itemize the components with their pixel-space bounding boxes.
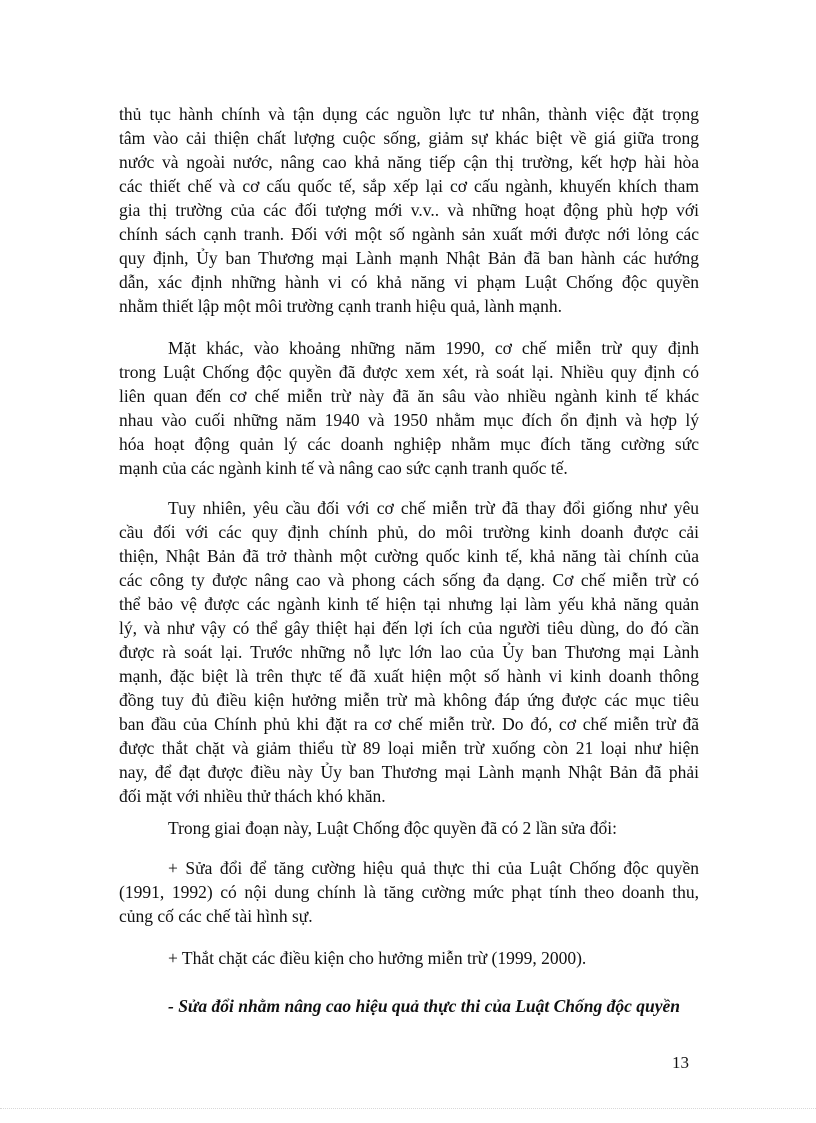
text-line: Mặt khác, vào khoảng những năm 1990, cơ chế miễn trừ quy định <box>168 338 699 358</box>
text-line: thiện, Nhật Bản đã trở thành một cường quốc kinh tế, khả năng tài chính của <box>119 546 699 566</box>
text-line: quy định, Ủy ban Thương mại Lành mạnh Nhật Bản đã ban hành các hướng <box>119 248 699 268</box>
text-line: lý, và như vậy có thể gây thiệt hại đến lợi ích của người tiêu dùng, do đó cần <box>119 618 699 638</box>
text-line: các thiết chế và cơ cấu quốc tế, sắp xếp lại cơ cấu ngành, khuyến khích tham <box>119 176 699 196</box>
text-line: trong Luật Chống độc quyền đã được xem xét, rà soát lại. Nhiều quy định có <box>119 362 699 382</box>
text-line: liên quan đến cơ chế miễn trừ này đã ăn sâu vào nhiều ngành kinh tế khác <box>119 386 699 406</box>
page-number: 13 <box>672 1053 689 1072</box>
text-line: nay, để đạt được điều này Ủy ban Thương mại Lành mạnh Nhật Bản đã phải <box>119 762 699 782</box>
text-line: mạnh của các ngành kinh tế và nâng cao sức cạnh tranh quốc tế. <box>119 458 568 478</box>
text-line: + Thắt chặt các điều kiện cho hưởng miễn trừ (1999, 2000). <box>168 948 587 968</box>
text-line: tâm vào cải thiện chất lượng cuộc sống, giảm sự khác biệt về giá giữa trong <box>119 128 699 148</box>
text-line: thủ tục hành chính và tận dụng các nguồn lực tư nhân, thành việc đặt trọng <box>119 104 699 124</box>
text-line: dẫn, xác định những hành vi có khả năng vi phạm Luật Chống độc quyền <box>119 272 699 292</box>
text-line: củng cố các chế tài hình sự. <box>119 906 313 926</box>
text-line: được rà soát lại. Trước những nỗ lực lớn lao của Ủy ban Thương mại Lành <box>119 642 699 662</box>
section-heading: - Sửa đổi nhằm nâng cao hiệu quả thực thi của Luật Chống độc quyền <box>168 996 681 1016</box>
text-line: nhau vào cuối những năm 1940 và 1950 nhằm mục đích ổn định và hợp lý <box>119 410 699 430</box>
text-line: nhằm thiết lập một môi trường cạnh tranh hiệu quả, lành mạnh. <box>119 296 563 316</box>
text-line: (1991, 1992) có nội dung chính là tăng cường mức phạt tính theo doanh thu, <box>119 882 699 902</box>
text-line: Trong giai đoạn này, Luật Chống độc quyền đã có 2 lần sửa đổi: <box>168 818 618 838</box>
text-line: đồng tuy đủ điều kiện hưởng miễn trừ mà không đáp ứng được các mục tiêu <box>119 690 699 710</box>
text-line: các công ty được nâng cao và phong cách sống đa dạng. Cơ chế miễn trừ có <box>119 570 699 590</box>
text-line: thể bảo vệ được các ngành kinh tế hiện tại nhưng lại làm yếu khả năng quản <box>119 594 699 614</box>
text-line: mạnh, đặc biệt là trên thực tế đã xuất hiện một số hành vi kinh doanh thông <box>119 666 699 686</box>
text-line: Tuy nhiên, yêu cầu đối với cơ chế miễn trừ đã thay đổi giống như yêu <box>168 498 699 518</box>
text-line: ban đầu của Chính phủ khi đặt ra cơ chế miễn trừ. Do đó, cơ chế miễn trừ đã <box>119 714 699 734</box>
text-line: đối mặt với nhiều thử thách khó khăn. <box>119 786 386 806</box>
text-line: hóa hoạt động quản lý các doanh nghiệp nhằm mục đích tăng cường sức <box>119 434 699 454</box>
text-line: chính sách cạnh tranh. Đối với một số ngành sản xuất mới được nới lỏng các <box>119 224 699 244</box>
text-line: được thắt chặt và giảm thiểu từ 89 loại miễn trừ xuống còn 21 loại như hiện <box>119 738 699 758</box>
text-line: nước và ngoài nước, nâng cao khả năng tiếp cận thị trường, kết hợp hài hòa <box>119 152 699 172</box>
text-line: + Sửa đổi để tăng cường hiệu quả thực thi của Luật Chống độc quyền <box>168 858 699 878</box>
page-bottom-divider <box>0 1108 816 1109</box>
text-line: cầu đối với các quy định chính phủ, do môi trường kinh doanh được cải <box>119 522 699 542</box>
text-line: gia thị trường của các đối tượng mới v.v.. và những hoạt động phù hợp với <box>119 200 699 220</box>
